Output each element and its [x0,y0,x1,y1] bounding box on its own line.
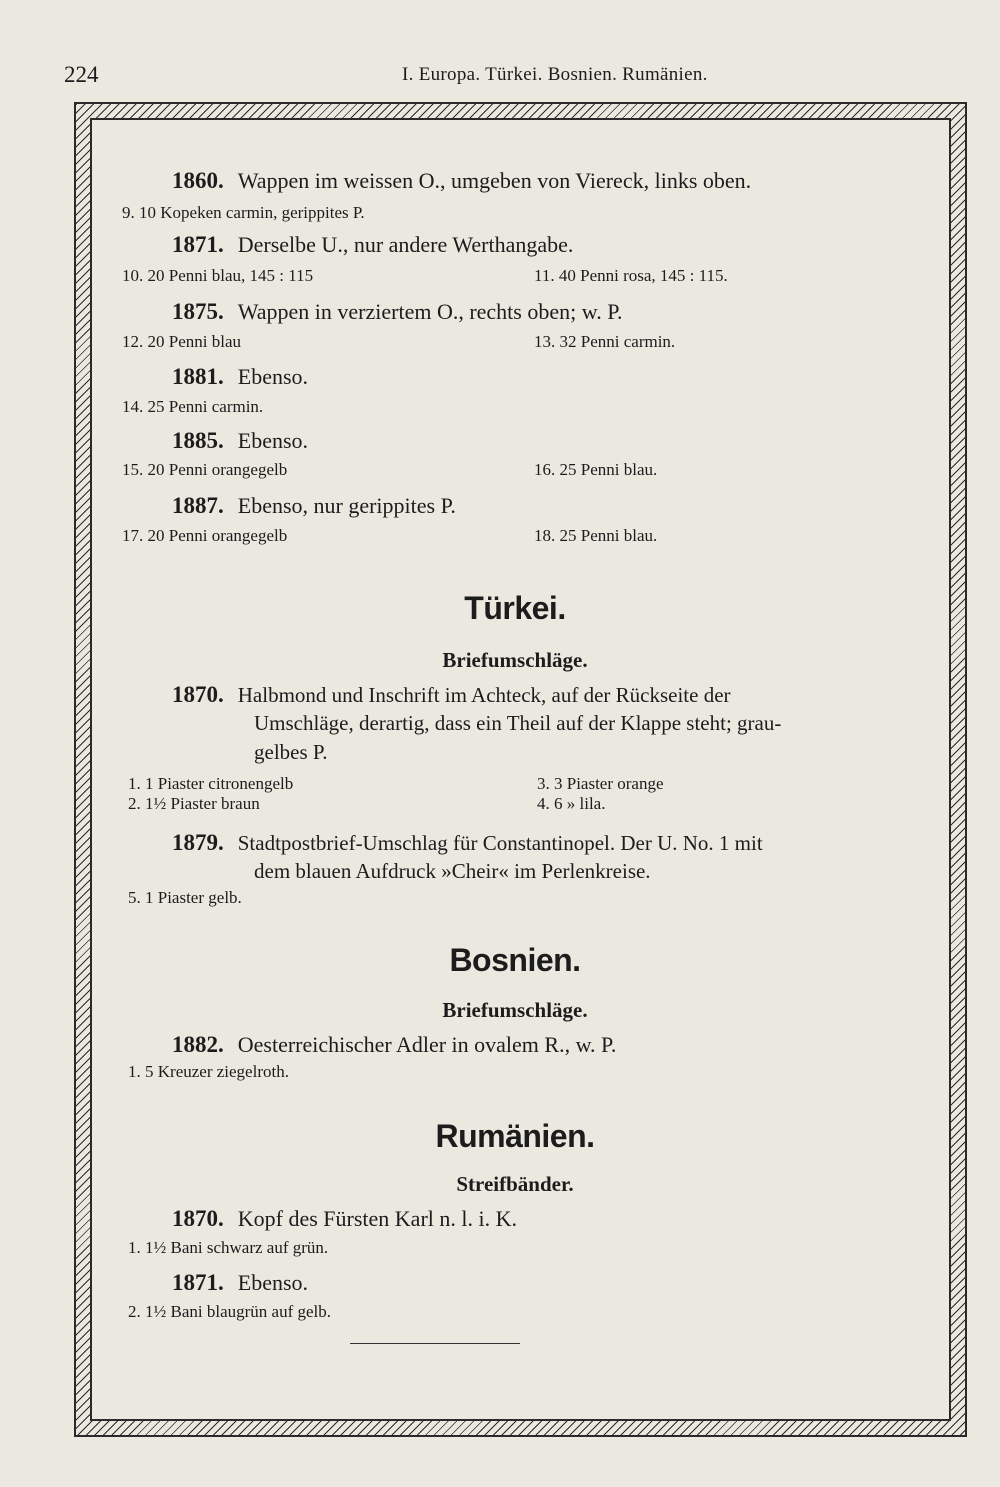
entry-description: Kopf des Fürsten Karl n. l. i. K. [237,1206,517,1231]
entry-description: Ebenso. [237,364,309,389]
entry-description-line: Stadtpostbrief-Umschlag für Constantinopel. Der U. No. 1 mit [237,831,763,855]
section-subtitle: Briefumschläge. [442,648,588,672]
list-item: 18. 25 Penni blau. [534,526,658,545]
closing-rule [350,1343,520,1344]
list-item: 12. 20 Penni blau [122,332,241,351]
entry-year: 1885. [172,428,224,453]
entry-year: 1870. [172,1206,224,1231]
list-item: 1. 5 Kreuzer ziegelroth. [128,1062,289,1081]
entry-year: 1882. [172,1032,224,1057]
section-subtitle: Briefumschläge. [442,998,588,1022]
entry-year: 1860. [172,168,224,193]
list-item: 13. 32 Penni carmin. [534,332,676,351]
entry-header-1875 [172,299,623,325]
entry-year: 1887. [172,493,224,518]
entry-year: 1875. [172,299,224,324]
catalog-content [90,160,940,1400]
list-item: 17. 20 Penni orangegelb [122,526,288,545]
entry-header-1881 [172,364,308,390]
list-item: 9. 10 Kopeken carmin, gerippites P. [122,203,365,222]
entry-description-line: Halbmond und Inschrift im Achteck, auf der Rückseite der [237,683,731,707]
section-subtitle: Streifbänder. [456,1172,574,1196]
entry-description: Wappen im weissen O., umgeben von Viereck, links oben. [237,168,752,193]
entry-year: 1871. [172,232,224,257]
entry-paragraph-1879 [172,828,920,858]
list-item: 15. 20 Penni orangegelb [122,460,288,479]
list-item: 3. 3 Piaster orange [537,774,664,793]
entry-description: Derselbe U., nur andere Werthangabe. [237,232,574,257]
entry-header-1870 [172,1206,517,1232]
entry-description: Ebenso, nur gerippites P. [237,493,456,518]
entry-description-line: gelbes P. [254,740,328,764]
entry-header-1882 [172,1032,616,1058]
entry-header-1871 [172,1270,308,1296]
list-item: 16. 25 Penni blau. [534,460,658,479]
entry-description-line: Umschläge, derartig, dass ein Theil auf der Klappe steht; grau- [254,711,782,735]
entry-year: 1870. [172,682,224,707]
entry-description: Ebenso. [237,1270,309,1295]
list-item: 14. 25 Penni carmin. [122,397,264,416]
page-header [62,62,942,90]
entry-description: Ebenso. [237,428,309,453]
list-item: 5. 1 Piaster gelb. [128,888,242,907]
section-title-bosnien: Bosnien. [449,942,581,978]
page-number: 224 [64,62,99,87]
entry-year: 1881. [172,364,224,389]
running-head: I. Europa. Türkei. Bosnien. Rumänien. [402,64,708,85]
list-item: 4. 6 » lila. [537,794,606,813]
entry-description: Wappen in verziertem O., rechts oben; w. P. [237,299,623,324]
entry-header-1860 [172,168,751,194]
list-item: 1. 1½ Bani schwarz auf grün. [128,1238,329,1257]
entry-description: Oesterreichischer Adler in ovalem R., w. P. [237,1032,617,1057]
entry-description-line: dem blauen Aufdruck »Cheir« im Perlenkreise. [254,859,651,883]
list-item: 11. 40 Penni rosa, 145 : 115. [534,266,728,285]
list-item: 2. 1½ Bani blaugrün auf gelb. [128,1302,332,1321]
list-item: 1. 1 Piaster citronengelb [128,774,294,793]
section-title-rumaenien: Rumänien. [435,1118,595,1154]
list-item: 2. 1½ Piaster braun [128,794,260,813]
section-title-tuerkei: Türkei. [464,590,566,626]
list-item: 10. 20 Penni blau, 145 : 115 [122,266,314,285]
entry-year: 1871. [172,1270,224,1295]
entry-header-1885 [172,428,308,454]
entry-paragraph-1870 [172,680,920,710]
entry-header-1871 [172,232,573,258]
entry-year: 1879. [172,830,224,855]
entry-header-1887 [172,493,456,519]
